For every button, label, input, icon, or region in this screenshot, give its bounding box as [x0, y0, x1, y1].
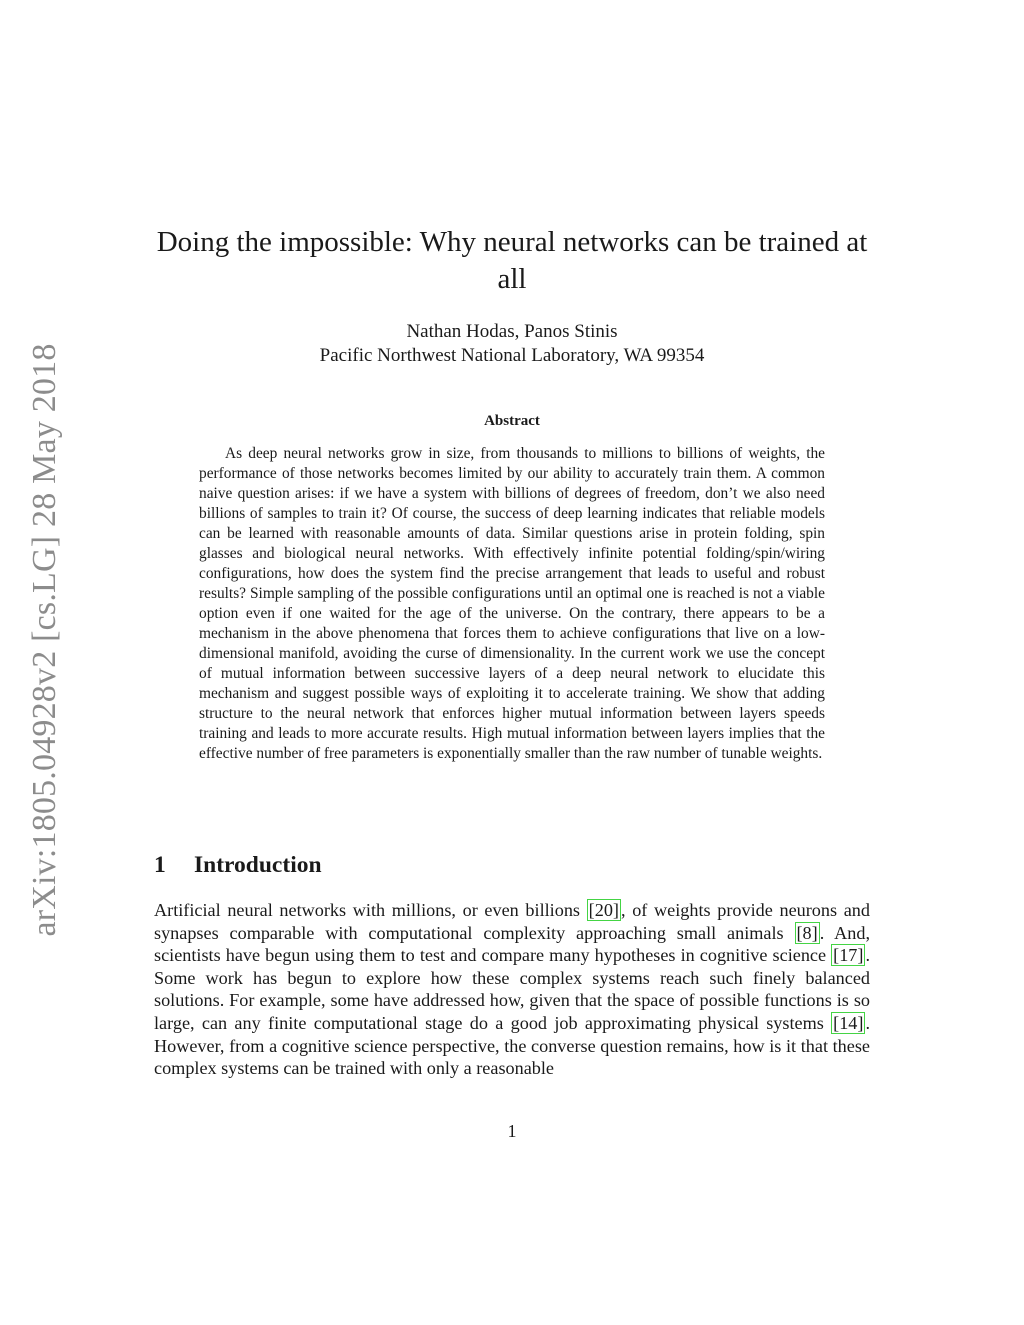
author-affiliation: Pacific Northwest National Laboratory, WA 99354 [319, 345, 705, 366]
arxiv-identifier-stamp: arXiv:1805.04928v2 [cs.LG] 28 May 2018 [26, 343, 63, 937]
page-number: 1 [507, 1121, 517, 1141]
intro-text-segment: , of weights provide neurons and synapses comparable with computational complexity approaching small animals [154, 900, 870, 943]
author-block [150, 320, 874, 368]
author-names: Nathan Hodas, Panos Stinis [406, 321, 618, 342]
section-number: 1 [154, 852, 166, 878]
section-heading-introduction [154, 852, 874, 879]
section-title: Introduction [194, 852, 322, 878]
intro-text-segment: . However, from a cognitive science perspective, the converse question remains, how is it that these complex systems can be trained with only a reasonable [154, 1012, 870, 1079]
intro-text-segment: Artificial neural networks with millions, or even billions [154, 900, 587, 920]
citation-link[interactable]: [17] [833, 945, 864, 966]
paper-title: Doing the impossible: Why neural networks can be trained at all [156, 226, 868, 295]
abstract-text: As deep neural networks grow in size, from thousands to millions to billions of weights, the performance of those networks becomes limited by our ability to accurately train them. A common naive question arises: if we have a system with billions of degrees of freedom, don’t we also need billions of samples to train it? Of course, the success of deep learning indicates that reliable models can be learned with reasonable amounts of data. Similar questions arise in protein folding, spin glasses and biological neural networks. With effectively infinite potential folding/spin/wiring configurations, how does the system find the precise arrangement that leads to useful and robust results? Simple sampling of the possible configurations until an optimal one is reached is not a viable option even if one waited for the age of the universe. On the contrary, there appears to be a mechanism in the above phenomena that forces them to achieve configurations that live on a low-dimensional manifold, avoiding the curse of dimensionality. In the current work we use the concept of mutual information between successive layers of a deep neural network to elucidate this mechanism and suggest possible ways of exploiting it to accelerate training. We show that adding structure to the neural network that enforces higher mutual information between layers speeds training and leads to more accurate results. High mutual information between layers implies that the effective number of free parameters is exponentially smaller than the raw number of tunable weights. [199, 445, 825, 762]
citation-link[interactable]: [20] [588, 900, 619, 920]
citation-link[interactable]: [14] [833, 1012, 864, 1033]
abstract-heading: Abstract [484, 413, 540, 429]
intro-text-segment: . Some work has begun to explore how these complex systems reach such finely balanced solutions. For example, some have addressed how, given that the space of possible functions is so large, can any finite computational stage do a good job approximating physical systems [154, 945, 870, 1033]
introduction-paragraph [154, 899, 870, 1080]
intro-text-segment: . And, scientists have begun using them to test and compare many hypotheses in cognitive science [154, 922, 870, 966]
citation-link[interactable]: [8] [796, 922, 818, 943]
